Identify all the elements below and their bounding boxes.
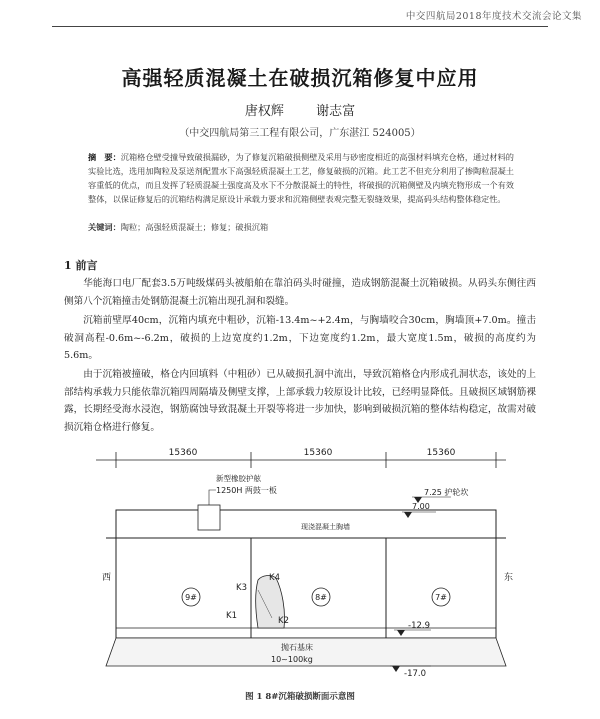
cell-7: 7# bbox=[435, 593, 447, 602]
authors bbox=[0, 100, 600, 119]
base-spec: 10~100kg bbox=[271, 655, 313, 664]
abstract-label: 摘 要： bbox=[88, 152, 121, 162]
cap-label: 现浇混凝土胸墙 bbox=[301, 523, 350, 531]
paper-title: 高强轻质混凝土在破损沉箱修复中应用 bbox=[121, 66, 479, 90]
header-rule bbox=[52, 26, 548, 27]
keywords-text: 陶粒；高强轻质混凝土；修复；破损沉箱 bbox=[120, 222, 269, 232]
fender-spec: 1250H 两鼓一板 bbox=[216, 486, 277, 495]
elev-bottom: -12.9 bbox=[408, 621, 430, 631]
elev-marker-base bbox=[392, 666, 400, 672]
figure-caption: 图 1 8#沉箱破损断面示意图 bbox=[245, 692, 355, 702]
affiliation: （中交四航局第三工程有限公司，广东湛江 524005） bbox=[179, 128, 421, 139]
section-heading: 1 前言 bbox=[64, 259, 98, 272]
caisson-section-figure bbox=[86, 440, 516, 685]
running-header: 中交四航局2018年度技术交流会论文集 bbox=[405, 11, 582, 22]
k2-label: K2 bbox=[278, 616, 289, 626]
author-1: 唐权辉 bbox=[244, 104, 284, 119]
dim-1: 15360 bbox=[168, 448, 198, 458]
dim-3: 15360 bbox=[426, 448, 456, 458]
author-2: 谢志富 bbox=[316, 104, 356, 119]
base-label: 抛石基床 bbox=[281, 643, 313, 652]
abstract bbox=[88, 150, 514, 206]
keywords-label: 关键词： bbox=[88, 222, 121, 232]
paragraph-1: 华能海口电厂配套3.5万吨级煤码头被船舶在靠泊码头时碰撞，造成钢筋混凝土沉箱破损。从码头东侧往西侧第八个沉箱撞击处钢筋混凝土沉箱出现孔洞和裂缝。 bbox=[64, 278, 536, 307]
k4-label: K4 bbox=[269, 573, 280, 583]
k3-label: K3 bbox=[236, 583, 247, 593]
paragraph-3: 由于沉箱被撞破，格仓内回填料（中粗砂）已从破损孔洞中流出，导致沉箱格仓内形成孔洞状态，该处的上部结构承载力只能依靠沉箱四周隔墙及侧壁支撑，上部承载力较原设计比较，已经明显降低。且破损区域钢筋裸露，长期经受海水浸泡，钢筋腐蚀导致混凝土开裂等将进一步加快，影响到破损沉箱的整体结构稳定，故需对破损沉箱仓格进行修复。 bbox=[64, 369, 536, 433]
fender-leader bbox=[209, 490, 216, 505]
elev-marker-bottom bbox=[397, 630, 405, 636]
cell-9: 9# bbox=[185, 593, 197, 602]
keywords bbox=[88, 222, 514, 233]
cell-8: 8# bbox=[315, 593, 327, 602]
abstract-text: 沉箱格仓壁受撞导致破损漏砂，为了修复沉箱破损侧壁及采用与砂密度相近的高强材料填充仓格，通过材料的实验比选，选用加陶粒及泵送剂配置水下高强轻质混凝土工艺，修复破损的沉箱。此工艺不但充分利用了掺陶粒混凝土容重低的优点，而且发挥了轻质混凝土强度高及水下不分散混凝土的特性，将破损的沉箱侧壁及内填充物形成一个有效整体，以保证修复后的沉箱结构满足原设计承载力要求和沉箱侧壁表观完整无裂缝效果，提高码头结构整体稳定性。 bbox=[88, 152, 514, 204]
top-elev: 7.00 bbox=[412, 502, 430, 511]
west-label: 西 bbox=[102, 573, 112, 583]
fender-block bbox=[198, 505, 220, 530]
paragraph-2: 沉箱前壁厚40cm，沉箱内填充中粗砂，沉箱-13.4m~+2.4m，与胸墙咬合30cm，胸墙顶+7.0m。撞击破洞高程-0.6m~-6.2m，破损的上边宽度约1.2m，下边宽度约1.2m，最大宽度1.5m，破损的高度约为5.6m。 bbox=[64, 315, 536, 361]
east-label: 东 bbox=[504, 573, 514, 583]
fender-elev: 7.25 护轮坎 bbox=[424, 488, 469, 497]
k1-label: K1 bbox=[226, 611, 237, 621]
elev-base: -17.0 bbox=[404, 669, 426, 679]
fender-label: 新型橡胶护舷 bbox=[216, 474, 261, 483]
dim-2: 15360 bbox=[303, 448, 333, 458]
elev-marker-cap bbox=[404, 512, 412, 518]
